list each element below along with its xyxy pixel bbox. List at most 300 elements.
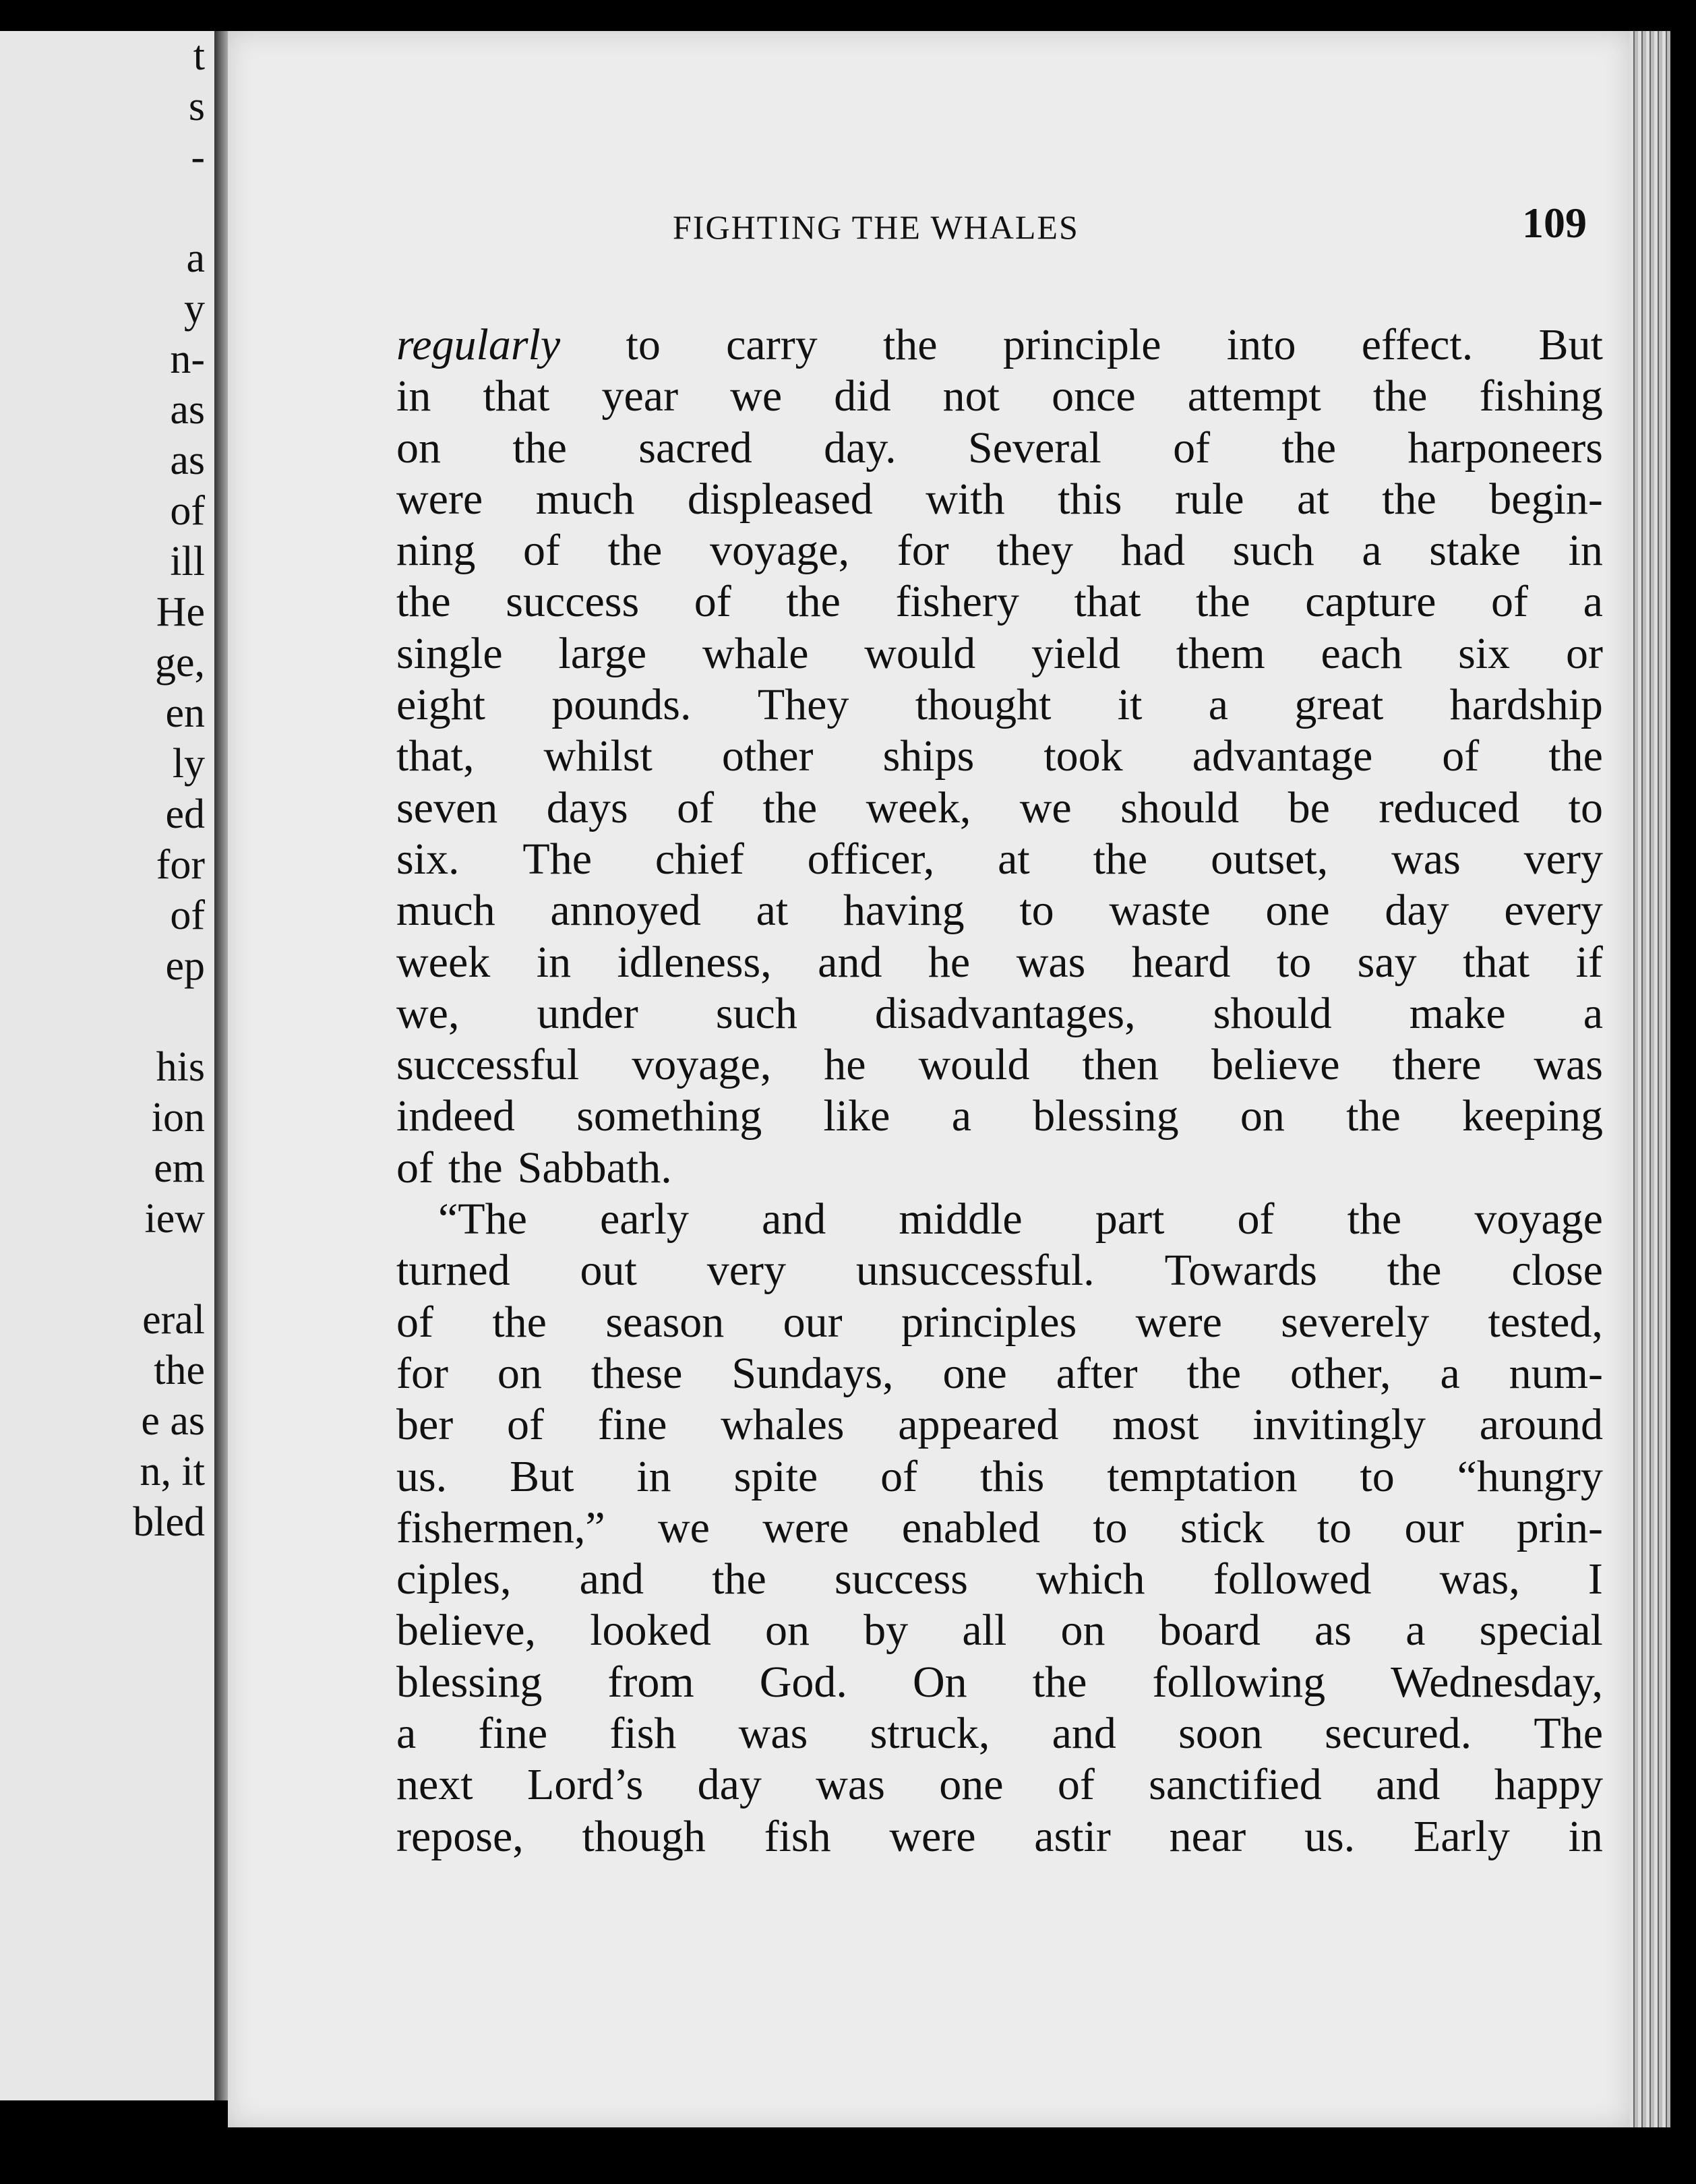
word: a: [1405, 1606, 1426, 1656]
word: them: [1176, 628, 1265, 678]
text-line: [396, 1039, 1603, 1091]
word: in: [1568, 1811, 1603, 1861]
word: severely: [1281, 1297, 1430, 1347]
word: that: [1463, 937, 1530, 987]
word: the: [762, 783, 818, 832]
text-line: [396, 1297, 1603, 1348]
word: heard: [1131, 937, 1231, 987]
text-line: [396, 1143, 1603, 1194]
word: at: [756, 886, 789, 936]
page-header: [390, 199, 1587, 256]
word: days: [546, 783, 628, 832]
word: much: [396, 886, 495, 936]
word: took: [1043, 731, 1123, 781]
page-edges: [1630, 31, 1670, 2127]
word: was: [738, 1709, 808, 1759]
word: board: [1159, 1606, 1261, 1656]
text-line: [396, 320, 1603, 371]
word: keeping: [1462, 1091, 1603, 1141]
text-line: [396, 1503, 1603, 1554]
word: capture: [1305, 577, 1436, 627]
word: be: [1288, 783, 1330, 832]
left-page: [0, 31, 218, 2100]
word: voyage,: [709, 526, 850, 576]
word: would: [918, 1040, 1030, 1090]
word: ciples,: [396, 1554, 512, 1604]
word: a: [1440, 1348, 1460, 1398]
word: of: [1173, 423, 1211, 473]
word: for: [396, 1348, 448, 1398]
word: stick: [1180, 1503, 1265, 1552]
text-line: [396, 937, 1603, 988]
word: our: [783, 1297, 843, 1347]
word: or: [1565, 628, 1603, 678]
word: of: [694, 577, 731, 627]
word: of: [1491, 577, 1529, 627]
word: week: [396, 937, 491, 987]
word: the: [1032, 1657, 1087, 1707]
word: year: [601, 371, 679, 421]
word: effect.: [1361, 320, 1474, 369]
left-edge-fragment: of: [170, 892, 205, 938]
word: in: [1568, 526, 1603, 576]
left-edge-fragment: [104, 992, 205, 1042]
word: every: [1504, 886, 1603, 936]
word: appeared: [898, 1400, 1059, 1450]
text-line: [396, 525, 1603, 576]
word: of: [1237, 1194, 1275, 1244]
word: fine: [478, 1709, 548, 1759]
word: fishermen,”: [396, 1503, 605, 1552]
word: idleness,: [617, 937, 772, 987]
left-edge-fragment: ill: [170, 539, 205, 584]
word: a: [1583, 988, 1603, 1038]
word: annoyed: [550, 886, 701, 936]
word: Towards: [1164, 1246, 1317, 1296]
text-line: [396, 1194, 1603, 1245]
word: of: [677, 783, 715, 832]
text-line: [396, 1451, 1603, 1503]
word: voyage: [1474, 1194, 1603, 1244]
word: one: [939, 1760, 1004, 1810]
word: make: [1409, 988, 1506, 1038]
word: the: [1387, 1246, 1442, 1296]
word: followed: [1213, 1554, 1372, 1604]
word: But: [510, 1451, 574, 1501]
word: happy: [1494, 1760, 1603, 1810]
book-gutter: [214, 31, 228, 2100]
word: fishing: [1479, 371, 1603, 421]
text-line: [396, 1245, 1603, 1296]
word: the: [396, 577, 451, 627]
word: fish: [764, 1811, 831, 1861]
word: the: [1093, 834, 1148, 884]
word: soon: [1178, 1709, 1263, 1759]
word: to: [1316, 1503, 1352, 1552]
word: large: [558, 628, 647, 678]
word: of: [396, 1297, 433, 1347]
word: a: [1362, 526, 1382, 576]
word: But: [1538, 320, 1603, 369]
word: the: [607, 526, 663, 576]
word: Lord’s: [526, 1760, 644, 1810]
word: middle: [899, 1194, 1023, 1244]
left-edge-fragment: n-: [170, 336, 205, 382]
word: sacred: [638, 423, 752, 473]
word: after: [1056, 1348, 1138, 1398]
word: of: [1442, 731, 1480, 781]
word: that: [1074, 577, 1141, 627]
left-edge-fragment: ion: [151, 1095, 205, 1141]
word: day: [697, 1760, 762, 1810]
word: to: [1093, 1503, 1128, 1552]
word: ships: [882, 731, 975, 781]
word: harponeers: [1407, 423, 1603, 473]
word: Early: [1413, 1811, 1510, 1861]
word: all: [962, 1606, 1007, 1656]
word: reduced: [1379, 783, 1520, 832]
word: successful: [396, 1040, 580, 1090]
word: with: [926, 474, 1005, 524]
left-edge-fragment: n, it: [140, 1449, 205, 1494]
word: each: [1321, 628, 1403, 678]
word: on: [765, 1606, 810, 1656]
word: the: [882, 320, 938, 369]
body-text: [396, 320, 1603, 1862]
word: which: [1036, 1554, 1145, 1604]
word: at: [998, 834, 1030, 884]
word: displeased: [687, 474, 873, 524]
word: the: [1372, 371, 1428, 421]
text-line: [396, 1657, 1603, 1708]
word: early: [600, 1194, 689, 1244]
left-edge-fragment: He: [156, 589, 205, 635]
word: such: [1232, 526, 1314, 576]
word: that: [483, 371, 550, 421]
word: were: [889, 1811, 976, 1861]
word: it: [1117, 680, 1143, 730]
word: one: [1265, 886, 1330, 936]
word: such: [715, 988, 797, 1038]
text-line: [396, 1091, 1603, 1142]
word: attempt: [1187, 371, 1321, 421]
text-line: [396, 371, 1603, 422]
word: waste: [1109, 886, 1211, 936]
text-line: [396, 628, 1603, 679]
word: whale: [702, 628, 809, 678]
word: hardship: [1449, 680, 1603, 730]
word: then: [1082, 1040, 1159, 1090]
word: in: [636, 1451, 671, 1501]
word: a: [1208, 680, 1229, 730]
right-page: [228, 31, 1630, 2127]
left-edge-fragment: ge,: [154, 640, 205, 686]
word: was,: [1439, 1554, 1520, 1604]
word: at: [1297, 474, 1329, 524]
word: rule: [1174, 474, 1244, 524]
word: God.: [759, 1657, 847, 1707]
left-edge-fragment: a: [186, 235, 205, 281]
word: not: [942, 371, 1000, 421]
word: outset,: [1211, 834, 1329, 884]
word: The: [522, 834, 593, 884]
word: we: [657, 1503, 710, 1552]
left-edge-fragment: iew: [144, 1196, 205, 1242]
left-edge-fragment: eral: [142, 1297, 205, 1343]
word: he: [928, 937, 971, 987]
word: this: [1058, 474, 1122, 524]
word: Several: [967, 423, 1101, 473]
word: indeed: [396, 1091, 515, 1141]
text-line: [396, 1605, 1603, 1656]
word: we,: [396, 988, 460, 1038]
word: “hungry: [1457, 1451, 1603, 1501]
word: ber: [396, 1400, 454, 1450]
word: other,: [1290, 1348, 1391, 1398]
word: sanctified: [1149, 1760, 1322, 1810]
word: having: [843, 886, 965, 936]
word: was: [1391, 834, 1461, 884]
word: in: [396, 371, 431, 421]
word: believe,: [396, 1606, 537, 1656]
word: that,: [396, 731, 475, 781]
word: season: [605, 1297, 725, 1347]
left-edge-fragment: as: [170, 387, 205, 433]
text-line: [396, 1759, 1603, 1811]
word: most: [1112, 1400, 1199, 1450]
word: special: [1479, 1606, 1603, 1656]
word: six.: [396, 834, 460, 884]
word: to: [1019, 886, 1054, 936]
word: something: [576, 1091, 762, 1141]
word: was: [1534, 1040, 1603, 1090]
left-edge-fragment: t: [193, 33, 205, 79]
word: believe: [1211, 1040, 1340, 1090]
text-line: [396, 783, 1603, 834]
word: spite: [733, 1451, 818, 1501]
word: disadvantages,: [874, 988, 1136, 1038]
word: was: [816, 1760, 885, 1810]
word: invitingly: [1252, 1400, 1426, 1450]
word: I: [1587, 1554, 1603, 1604]
word: very: [1523, 834, 1603, 884]
word: The: [1534, 1709, 1603, 1759]
word: these: [590, 1348, 683, 1398]
word: following: [1152, 1657, 1326, 1707]
text-line: [396, 679, 1603, 731]
word: were: [396, 474, 483, 524]
left-edge-fragment: em: [154, 1145, 205, 1191]
word: under: [537, 988, 638, 1038]
word: was: [1016, 937, 1086, 987]
left-edge-fragment: y: [184, 286, 205, 332]
word: officer,: [807, 834, 935, 884]
word: thought: [915, 680, 1052, 730]
word: single: [396, 628, 503, 678]
word: blessing: [1033, 1091, 1179, 1141]
word: the: [1548, 731, 1603, 781]
word: prin-: [1516, 1503, 1603, 1552]
left-edge-fragment: en: [165, 690, 205, 736]
word: unsuccessful.: [855, 1246, 1095, 1296]
word: yield: [1031, 628, 1120, 678]
word: part: [1095, 1194, 1165, 1244]
word: like: [823, 1091, 890, 1141]
word: on: [1060, 1606, 1106, 1656]
word: of: [396, 1143, 433, 1192]
word: pounds.: [551, 680, 692, 730]
word: principle: [1002, 320, 1161, 369]
text-line: [396, 1348, 1603, 1399]
word: we: [730, 371, 783, 421]
word: as: [1314, 1606, 1352, 1656]
word: the: [492, 1297, 547, 1347]
word: enabled: [901, 1503, 1040, 1552]
word: tested,: [1488, 1297, 1603, 1347]
word: to: [1276, 937, 1312, 987]
left-edge-fragment: ly: [172, 741, 205, 787]
word: On: [913, 1657, 967, 1707]
word: stake: [1429, 526, 1521, 576]
word: this: [979, 1451, 1045, 1501]
word: out: [580, 1246, 637, 1296]
word: eight: [396, 680, 485, 730]
word: and: [762, 1194, 826, 1244]
word: very: [706, 1246, 787, 1296]
word: they: [996, 526, 1074, 576]
running-head: FIGHTING THE WHALES: [673, 208, 1079, 246]
word: advantage: [1192, 731, 1373, 781]
word: the: [1196, 577, 1250, 627]
word: in: [536, 937, 572, 987]
word: the: [448, 1143, 503, 1192]
word: the: [1382, 474, 1436, 524]
word: success: [835, 1554, 968, 1604]
word: on: [497, 1348, 542, 1398]
word: if: [1575, 937, 1603, 987]
word: astir: [1034, 1811, 1111, 1861]
word: and: [1052, 1709, 1116, 1759]
word: on: [396, 423, 441, 473]
word: the: [1346, 1091, 1401, 1141]
word: us.: [1304, 1811, 1356, 1861]
word: around: [1479, 1400, 1603, 1450]
word: the: [786, 577, 841, 627]
word: the: [1347, 1194, 1402, 1244]
text-line: [396, 423, 1603, 474]
word: we: [1019, 783, 1072, 832]
word: should: [1120, 783, 1240, 832]
left-edge-fragment: [104, 1244, 205, 1295]
word: there: [1392, 1040, 1482, 1090]
word: were: [762, 1503, 849, 1552]
word: principles: [901, 1297, 1077, 1347]
word: the: [1281, 423, 1337, 473]
text-line: [396, 1811, 1603, 1862]
word: begin-: [1489, 474, 1603, 524]
word: Wednesday,: [1391, 1657, 1603, 1707]
text-line: [396, 1399, 1603, 1451]
word: and: [579, 1554, 644, 1604]
word: great: [1294, 680, 1384, 730]
left-edge-fragment: his: [156, 1044, 205, 1090]
word: should: [1213, 988, 1332, 1038]
word: by: [864, 1606, 909, 1656]
word: num-: [1509, 1348, 1603, 1398]
word: and: [818, 937, 882, 987]
word: near: [1169, 1811, 1246, 1861]
word: would: [864, 628, 976, 678]
word: temptation: [1107, 1451, 1298, 1501]
word: other: [721, 731, 814, 781]
word: secured.: [1325, 1709, 1472, 1759]
word: say: [1357, 937, 1417, 987]
word: on: [1240, 1091, 1285, 1141]
word: Sabbath.: [517, 1143, 672, 1192]
text-line: [396, 731, 1603, 782]
italic-word: regularly: [396, 320, 561, 369]
word: one: [942, 1348, 1007, 1398]
word: us.: [396, 1451, 448, 1501]
word: did: [834, 371, 891, 421]
word: next: [396, 1760, 473, 1810]
word: from: [607, 1657, 694, 1707]
word: the: [512, 423, 567, 473]
word: though: [582, 1811, 706, 1861]
word: repose,: [396, 1811, 524, 1861]
word: “The: [438, 1194, 527, 1244]
word: success: [506, 577, 640, 627]
word: turned: [396, 1246, 510, 1296]
word: for: [897, 526, 949, 576]
word: fine: [597, 1400, 667, 1450]
word: much: [535, 474, 635, 524]
word: the: [1186, 1348, 1242, 1398]
word: of: [507, 1400, 545, 1450]
word: voyage,: [632, 1040, 772, 1090]
word: a: [396, 1709, 417, 1759]
left-edge-fragment: -: [191, 134, 205, 180]
word: the: [712, 1554, 766, 1604]
text-line: [396, 474, 1603, 525]
text-line: [396, 834, 1603, 885]
word: carry: [726, 320, 818, 369]
word: of: [1057, 1760, 1095, 1810]
left-edge-fragment: s: [188, 84, 205, 129]
word: six: [1458, 628, 1511, 678]
page-number: 109: [1522, 199, 1587, 247]
left-edge-fragment: ep: [165, 943, 205, 989]
left-edge-fragment: e as: [141, 1398, 205, 1444]
left-edge-fragment: [104, 183, 205, 233]
word: once: [1052, 371, 1136, 421]
text-line: [396, 1554, 1603, 1605]
word: of: [523, 526, 560, 576]
word: whales: [721, 1400, 845, 1450]
word: looked: [590, 1606, 711, 1656]
word: ning: [396, 526, 476, 576]
word: blessing: [396, 1657, 543, 1707]
left-edge-fragment: ed: [165, 791, 205, 837]
text-line: [396, 576, 1603, 628]
left-edge-fragment: for: [156, 842, 205, 888]
word: day.: [824, 423, 897, 473]
word: to: [626, 320, 661, 369]
word: a: [951, 1091, 971, 1141]
word: struck,: [870, 1709, 990, 1759]
word: a: [1583, 577, 1603, 627]
word: Sundays,: [731, 1348, 894, 1398]
